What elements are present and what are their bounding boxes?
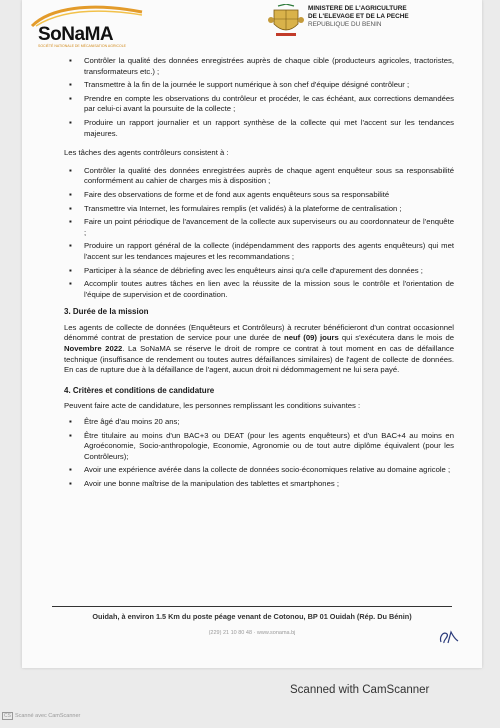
section-4-title: 4. Critères et conditions de candidature	[64, 385, 215, 395]
camscanner-corner-text: Scanné avec CamScanner	[14, 713, 81, 719]
ministry-line-1: MINISTERE DE L'AGRICULTURE	[308, 5, 407, 12]
list-item: ▪ Produire un rapport général de la collecte (indépendamment des rapports des agents enquêteurs) qui met l'accent sur les tendances majeures et les recommandations ;	[64, 241, 454, 262]
section-3-text-part: . La SoNaMA se réserve le droit de rompre ce contrat à tout moment en cas de défaillance technique (insuffisance de rendement ou toutes autres défaillances similaires) de l'agent de collecte de données. En cas de rupture due à la défaillance de l'agent, aucun droit ni dédommagement ne lui sera payé.	[64, 344, 454, 375]
list-item: ▪ Faire des observations de forme et de fond aux agents enquêteurs sous sa responsabilité	[64, 190, 454, 201]
section-3-text	[64, 323, 454, 376]
camscanner-corner-tag	[2, 712, 80, 720]
list-item: ▪ Avoir une bonne maîtrise de la manipulation des tablettes et smartphones ;	[64, 479, 454, 490]
document-body	[64, 56, 454, 493]
list-item: ▪ Être titulaire au moins d'un BAC+3 ou DEAT (pour les agents enquêteurs) et d'un BAC+4 au moins en Agroéconomie, Socio-anthropologie, Economie, Agronomie ou de tout autre diplôme équivalent (pour les Contrôleurs);	[64, 431, 454, 463]
list-item: ▪ Produire un rapport journalier et un rapport synthèse de la collecte qui met l'accent sur les tendances majeures.	[64, 118, 454, 139]
sonama-logo	[30, 4, 150, 48]
section-4-intro: Peuvent faire acte de candidature, les personnes remplissant les conditions suivantes :	[64, 401, 361, 411]
list-item: ▪ Être âgé d'au moins 20 ans;	[64, 417, 454, 428]
footer-address: Ouidah, à environ 1.5 Km du poste péage venant de Cotonou, BP 01 Ouidah (Rép. Du Bénin)	[92, 612, 412, 621]
list-item: ▪ Accomplir toutes autres tâches en lien avec la réussite de la mission sous le contrôle et l'orientation de l'équipe de supervision et de coordination.	[64, 279, 454, 300]
list-item: ▪ Contrôler la qualité des données enregistrées auprès de chaque agent enquêteur sous sa responsabilité conformément au cahier de charges mis à disposition ;	[64, 166, 454, 187]
list-item: ▪ Faire un point périodique de l'avancement de la collecte aux superviseurs ou au coordonnateur de l'enquête ;	[64, 217, 454, 238]
footer-divider	[52, 606, 452, 607]
footer-contact: (229) 21 10 80 48 · www.sonama.bj	[208, 630, 296, 636]
document-page	[22, 0, 482, 668]
section-3-text-part: qui s'exécutera dans le mois de	[338, 333, 454, 343]
mission-month: Novembre 2022	[64, 344, 123, 354]
list-item: ▪ Prendre en compte les observations du contrôleur et procéder, le cas échéant, aux corrections demandées par celui-ci avant la poursuite de la collecte ;	[64, 94, 454, 115]
controllers-intro: Les tâches des agents contrôleurs consistent à :	[64, 148, 229, 158]
ministry-header	[308, 5, 478, 29]
logo-name: SoNaMA	[38, 24, 114, 45]
list-item: ▪ Avoir une expérience avérée dans la collecte de données socio-économiques relative au domaine agricole ;	[64, 465, 454, 476]
section-3-text-part: Les agents de collecte de données (Enquêteurs et Contrôleurs) à recruter bénéficieront d'un contrat occasionnel dénommé contrat de prestation de service pour une durée de	[64, 322, 454, 343]
list-item: ▪ Transmettre via Internet, les formulaires remplis (et validés) à la plateforme de centralisation ;	[64, 204, 454, 215]
list-item: ▪ Contrôler la qualité des données enregistrées auprès de chaque cible (producteurs agricoles, tractoristes, transformateurs etc.) ;	[64, 56, 454, 77]
logo-tagline: SOCIÉTÉ NATIONALE DE MÉCANISATION AGRICOLE	[38, 44, 126, 48]
enqueteur-tasks-list	[64, 56, 454, 139]
benin-coat-of-arms-icon	[268, 4, 304, 38]
ministry-line-2: DE L'ELEVAGE ET DE LA PECHE	[308, 13, 409, 20]
camscanner-watermark: Scanned with CamScanner	[290, 684, 430, 696]
controleur-tasks-list	[64, 166, 454, 301]
section-3-title: 3. Durée de la mission	[64, 307, 149, 317]
camscanner-badge: CS	[4, 713, 11, 719]
list-item: ▪ Transmettre à la fin de la journée le support numérique à son chef d'équipe désigné contrôleur ;	[64, 80, 454, 91]
duration-days: neuf (09) jours	[284, 333, 339, 343]
criteria-list	[64, 417, 454, 490]
list-item: ▪ Participer à la séance de débriefing avec les enquêteurs ainsi qu'a celle d'apurement des données ;	[64, 266, 454, 277]
initials-signature-icon	[438, 628, 460, 646]
ministry-line-3: REPUBLIQUE DU BENIN	[308, 21, 382, 28]
